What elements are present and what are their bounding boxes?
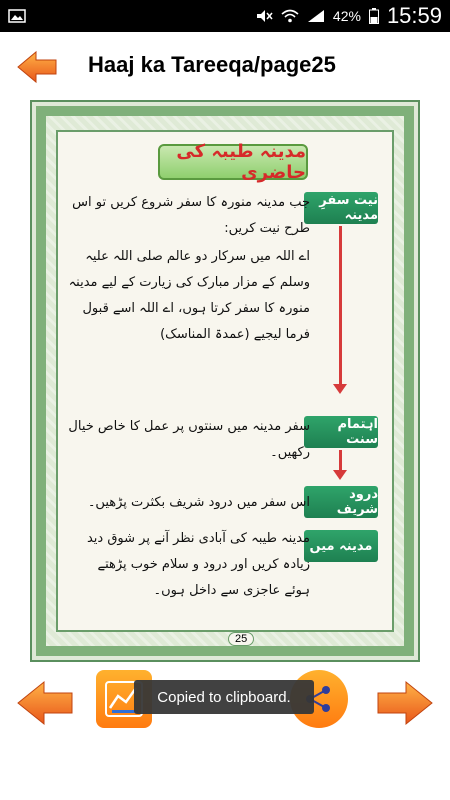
page-number: 25 — [228, 632, 254, 646]
label-sunnah: اہتمام سنت — [304, 416, 378, 448]
gallery-icon — [8, 9, 26, 23]
label-durood: درود شریف — [304, 486, 378, 518]
book-page — [30, 100, 420, 662]
arrow-line — [339, 450, 342, 472]
label-intention: نیت سفرِ مدینہ — [304, 192, 378, 224]
toast-message: Copied to clipboard. — [134, 680, 314, 714]
paragraph-arrival: مدینہ طیبہ کی آبادی نظر آنے پر شوق دید زیادہ کریں اور درود و سلام خوب پڑھتے ہوئے عاجزی سے داخل ہوں۔ — [86, 531, 310, 598]
label-in-madina: مدینہ میں — [304, 530, 378, 562]
back-arrow-icon[interactable] — [16, 50, 58, 84]
page-heading: مدینہ طیبہ کی حاضری — [158, 144, 308, 180]
arrow-head — [333, 384, 347, 394]
paragraph-sunnah: سفر مدینہ میں سنتوں پر عمل کا خاص خیال رکھیں۔ — [68, 419, 310, 460]
page-content — [56, 130, 394, 645]
paragraph-dua: اے اللہ میں سرکار دو عالم صلی اللہ علیہ وسلم کے مزار مبارک کی زیارت کے لیے مدینہ منورہ کا سفر کرتا ہوں، اے اللہ اسے قبول فرما لیجیے (عمدۃ المناسک) — [68, 249, 310, 342]
arrow-line — [339, 226, 342, 386]
battery-icon — [369, 8, 379, 24]
signal-icon — [307, 9, 325, 23]
title-bar — [0, 32, 450, 102]
battery-percent: 42% — [332, 8, 361, 24]
paragraph-durood: اس سفر میں درود شریف بکثرت پڑھیں۔ — [87, 495, 310, 510]
wifi-icon — [281, 9, 299, 23]
status-bar — [0, 0, 450, 32]
next-page-arrow-icon[interactable] — [376, 680, 434, 726]
page-title: Haaj ka Tareeqa/page25 — [88, 52, 336, 77]
status-clock: 15:59 — [386, 3, 442, 28]
mute-icon — [255, 9, 273, 23]
arrow-head — [333, 470, 347, 480]
previous-page-arrow-icon[interactable] — [16, 680, 74, 726]
paragraph-intention: جب مدینہ منورہ کا سفر شروع کریں تو اس طرح نیت کریں: — [72, 195, 310, 236]
